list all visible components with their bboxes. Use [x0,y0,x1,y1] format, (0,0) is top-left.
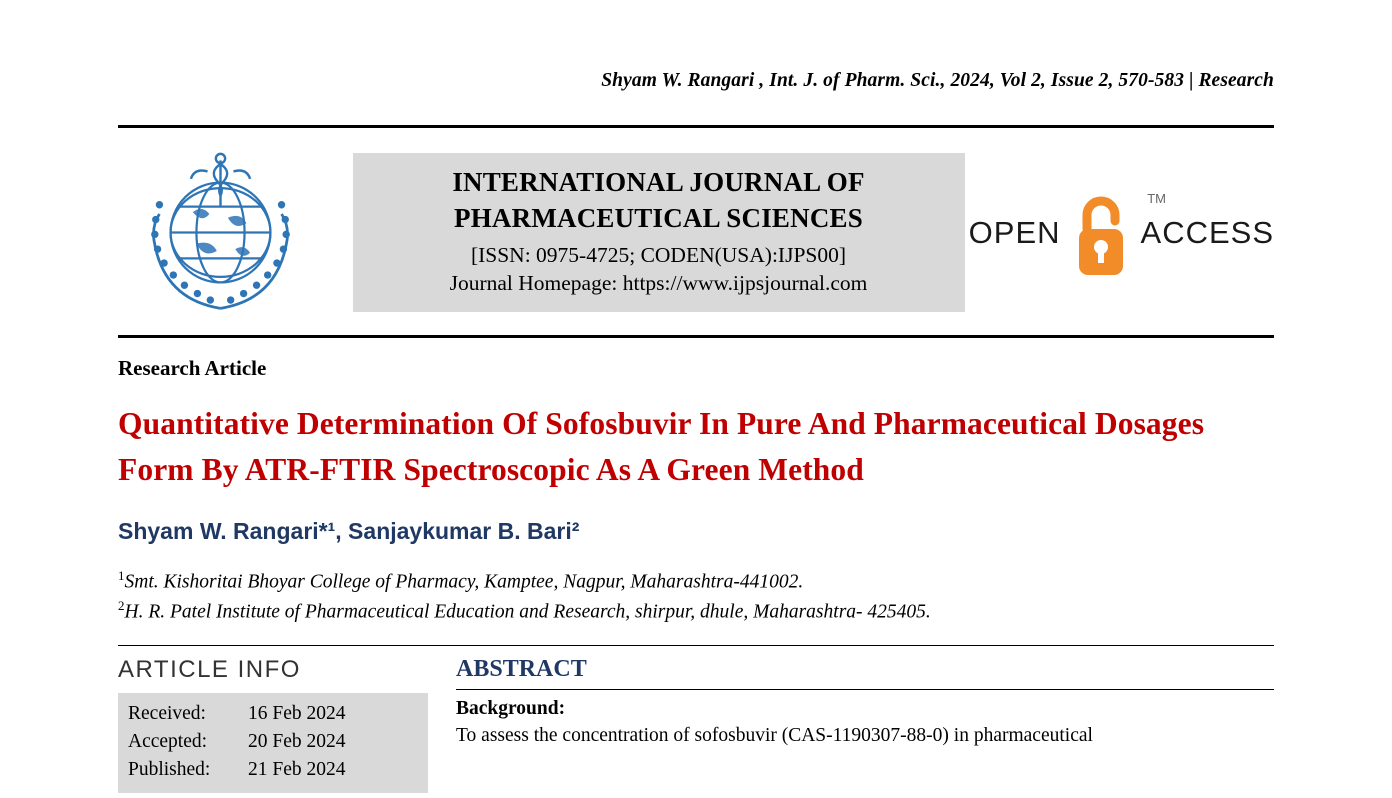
journal-logo [118,140,323,325]
article-info-row [128,756,418,784]
article-info-box [118,693,428,793]
abstract-column [456,656,1274,793]
open-access-label-right: ACCESS [1140,214,1274,250]
open-access-label-left: OPEN [968,214,1061,250]
published-label: Published: [128,759,211,781]
article-info-column [118,656,428,793]
affiliation-2-marker: 2 [118,598,125,614]
open-access-badge [968,183,1274,282]
affiliation-1-text: Smt. Kishoritai Bhoyar College of Pharmacy, Kamptee, Nagpur, Maharashtra-441002. [124,571,804,593]
affiliation-2-text: H. R. Patel Institute of Pharmaceutical Education and Research, shirpur, dhule, Maharashtra- 425405. [124,601,931,623]
published-value: 21 Feb 2024 [248,759,346,781]
page-title: Quantitative Determination Of Sofosbuvir In Pure And Pharmaceutical Dosages Form By ATR-FTIR Spectroscopic As A Green Method [118,406,1205,487]
open-lock-icon [1065,185,1137,284]
journal-title-line1: INTERNATIONAL JOURNAL OF [452,167,865,198]
journal-homepage: Journal Homepage: https://www.ijpsjournal.com [449,270,868,295]
journal-emblem-icon [128,140,313,325]
running-head: Shyam W. Rangari , Int. J. of Pharm. Sci., 2024, Vol 2, Issue 2, 570-583 | Research [601,70,1274,91]
accepted-label: Accepted: [128,731,208,753]
abstract-heading: ABSTRACT [456,656,1274,690]
journal-title-line2: PHARMACEUTICAL SCIENCES [454,203,863,234]
affiliation-1 [118,567,1274,597]
received-value: 16 Feb 2024 [248,702,346,724]
article-lower-section [118,645,1274,793]
journal-masthead [118,125,1274,338]
abstract-subheading: Background: [456,697,566,719]
author-list: Shyam W. Rangari*¹, Sanjaykumar B. Bari² [118,518,580,545]
article-info-heading: ARTICLE INFO [118,655,301,683]
affiliation-2 [118,597,1274,627]
article-info-row [128,700,418,728]
abstract-text: To assess the concentration of sofosbuvir (CAS-1190307-88-0) in pharmaceutical [456,724,1093,746]
received-label: Received: [128,702,206,724]
journal-title-block [353,153,965,311]
affiliations [118,567,1274,627]
trademark-label: TM [1147,191,1166,206]
article-info-row [128,728,418,756]
journal-issn: [ISSN: 0975-4725; CODEN(USA):IJPS00] [470,242,847,267]
article-type: Research Article [118,356,267,380]
affiliation-1-marker: 1 [118,568,125,584]
accepted-value: 20 Feb 2024 [248,731,346,753]
